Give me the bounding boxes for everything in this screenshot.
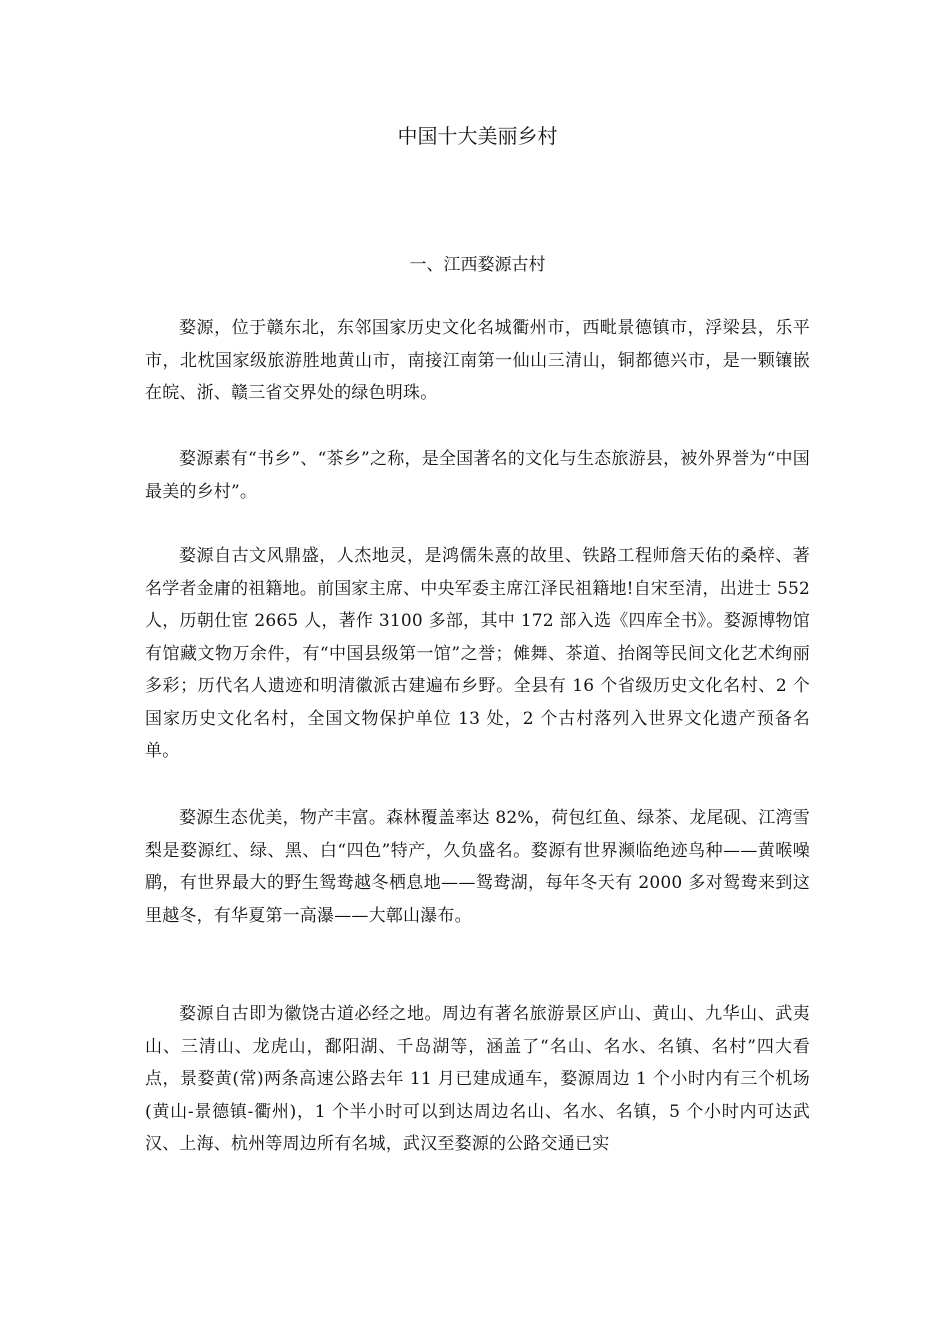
paragraph-location: 婺源，位于赣东北，东邻国家历史文化名城衢州市，西毗景德镇市，浮梁县，乐平市，北枕国家级旅游胜地黄山市，南接江南第一仙山三清山，铜都德兴市，是一颗镶嵌在皖、浙、赣三省交界处的绿色明珠。 <box>145 318 810 403</box>
document-title: 中国十大美丽乡村 <box>397 124 558 148</box>
paragraph-culture: 婺源自古文风鼎盛，人杰地灵，是鸿儒朱熹的故里、铁路工程师詹天佑的桑梓、著名学者金庸的祖籍地。前国家主席、中央军委主席江泽民祖籍地!自宋至清，出进士 552 人，历朝仕宦 2665 人，著作 3100 多部，其中 172 部入选《四库全书》。婺源博物馆有馆藏文物万余件，有“中国县级第一馆”之誉；傩舞、茶道、抬阁等民间文化艺术绚丽多彩；历代名人遗迹和明清徽派古建遍布乡野。全县有 16 个省级历史文化名村、2 个国家历史文化名村，全国文物保护单位 13 处，2 个古村落列入世界文化遗产预备名单。 <box>145 546 810 761</box>
paragraph-transport: 婺源自古即为徽饶古道必经之地。周边有著名旅游景区庐山、黄山、九华山、武夷山、三清山、龙虎山，鄱阳湖、千岛湖等，涵盖了“名山、名水、名镇、名村”四大看点，景婺黄(常)两条高速公路去年 11 月已建成通车，婺源周边 1 个小时内有三个机场(黄山-景德镇-衢州)，1 个半小时可以到达周边名山、名水、名镇，5 个小时内可达武汉、上海、杭州等周边所有名城，武汉至婺源的公路交通已实 <box>145 1004 810 1154</box>
section-heading: 一、江西婺源古村 <box>409 255 546 275</box>
paragraph-reputation: 婺源素有“书乡”、“茶乡”之称，是全国著名的文化与生态旅游县，被外界誉为“中国最美的乡村”。 <box>145 449 810 502</box>
paragraph-ecology: 婺源生态优美，物产丰富。森林覆盖率达 82%，荷包红鱼、绿茶、龙尾砚、江湾雪梨是婺源红、绿、黑、白“四色”特产，久负盛名。婺源有世界濒临绝迹鸟种——黄喉噪鹛，有世界最大的野生鸳鸯越冬栖息地——鸳鸯湖，每年冬天有 2000 多对鸳鸯来到这里越冬，有华夏第一高瀑——大鄣山瀑布。 <box>145 808 810 926</box>
